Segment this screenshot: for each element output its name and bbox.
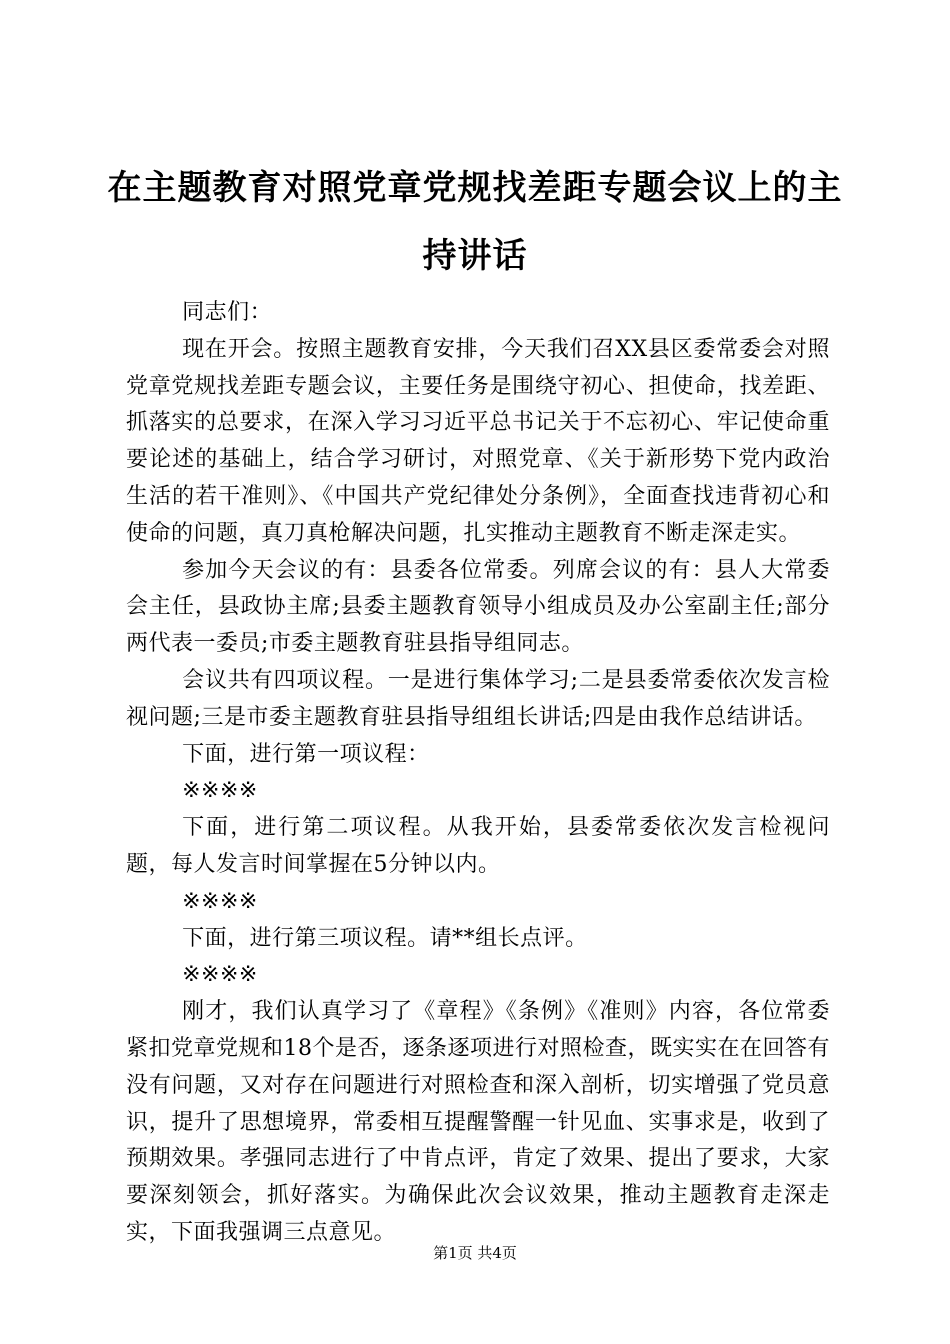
salutation-paragraph: 同志们：	[182, 300, 273, 325]
body-paragraph: 下面，进行第二项议程。从我开始，县委常委依次发言检视问题，每人发言时间掌握在5分钟以内。	[126, 815, 830, 877]
body-paragraph: 下面，进行第三项议程。请**组长点评。	[182, 925, 588, 951]
body-paragraph: 下面，进行第一项议程：	[182, 741, 430, 767]
document-title: 在主题教育对照党章党规找差距专题会议上的主持讲话	[107, 168, 843, 276]
separator-paragraph: ※※※※	[182, 888, 258, 914]
body-paragraph: 刚才，我们认真学习了《章程》《条例》《准则》内容，各位常委紧扣党章党规和18个是否，逐条逐项进行对照检查，既实实在在回答有没有问题，又对存在问题进行对照检查和深入剖析，切实增强了党员意识，提升了思想境界，常委相互提醒警醒一针见血、实事求是，收到了预期效果。孝强同志进行了中肯点评，肯定了效果、提出了要求，大家要深刻领会，抓好落实。为确保此次会议效果，推动主题教育走深走实，下面我强调三点意见。	[126, 999, 830, 1245]
body-paragraph: 参加今天会议的有：县委各位常委。列席会议的有：县人大常委会主任，县政协主席;县委主题教育领导小组成员及办公室副主任;部分两代表一委员;市委主题教育驻县指导组同志。	[126, 557, 830, 657]
document-body	[126, 295, 830, 1252]
body-paragraph: 现在开会。按照主题教育安排，今天我们召XX县区委常委会对照党章党规找差距专题会议，主要任务是围绕守初心、担使命，找差距、抓落实的总要求，在深入学习习近平总书记关于不忘初心、牢记使命重要论述的基础上，结合学习研讨，对照党章、《关于新形势下党内政治生活的若干准则》、《中国共产党纪律处分条例》，全面查找违背初心和使命的问题，真刀真枪解决问题，扎实推动主题教育不断走深走实。	[126, 336, 830, 546]
separator-paragraph: ※※※※	[182, 962, 258, 988]
body-paragraph: 会议共有四项议程。一是进行集体学习;二是县委常委依次发言检视问题;三是市委主题教育驻县指导组组长讲话;四是由我作总结讲话。	[126, 667, 830, 730]
page-footer: 第1页 共4页	[433, 1244, 517, 1262]
separator-paragraph: ※※※※	[182, 778, 258, 804]
